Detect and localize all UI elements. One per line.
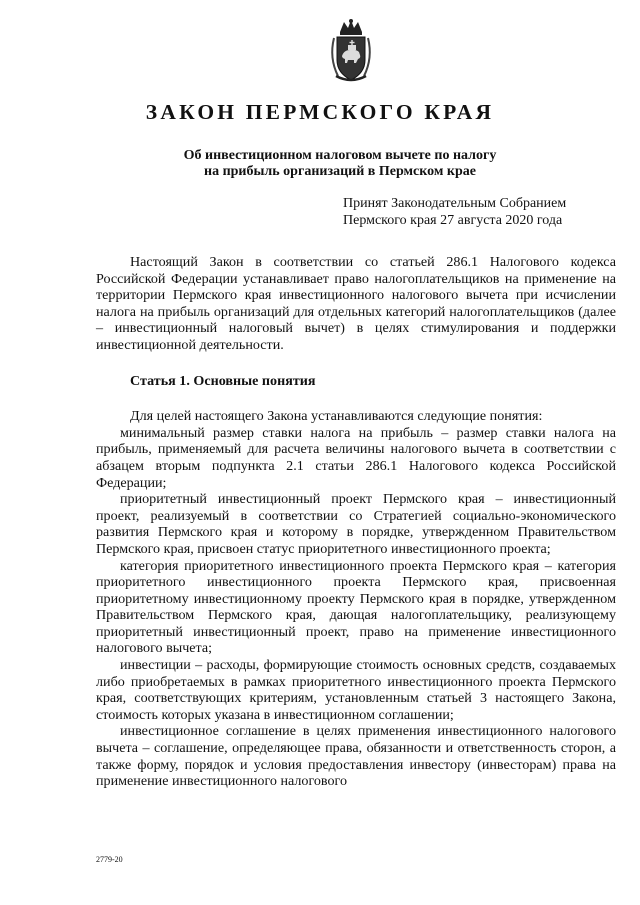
definition-paragraph: минимальный размер ставки налога на прибыль – размер ставки налога на прибыль, применяемый для расчета величины налогового вычета в соответствии с абзацем вторым подпункта 2.1 статьи 286.1 Налогового кодекса Российской Федерации; (96, 424, 616, 491)
coat-of-arms-icon (326, 18, 376, 84)
adoption-note (343, 196, 566, 229)
document-body (96, 254, 616, 790)
article-heading: Статья 1. Основные понятия (130, 372, 316, 389)
document-code: 2779-20 (96, 855, 123, 864)
definition-paragraph: приоритетный инвестиционный проект Пермского края – инвестиционный проект, реализуемый в соответствии со Стратегией социально-экономического развития Пермского края и которому в порядке, утвержденном Правительством Пермского края, присвоен статус приоритетного инвестиционного проекта; (96, 491, 616, 557)
definitions-intro: Для целей настоящего Закона устанавливаются следующие понятия: (130, 408, 543, 425)
definition-paragraph: категория приоритетного инвестиционного проекта Пермского края – категория приоритетного инвестиционного проекта Пермского края, присвоенная приоритетному инвестиционному проекту Пермского края в порядке, утвержденном Правительством Пермского края, дающая налогоплательщику, реализующему приоритетный инвестиционный проект, право на применение инвестиционного налогового вычета; (96, 557, 616, 657)
document-subtitle (150, 148, 530, 180)
adoption-line: Пермского края 27 августа 2020 года (343, 212, 563, 228)
definition-paragraph: инвестиционное соглашение в целях применения инвестиционного налогового вычета – соглашение, определяющее права, обязанности и ответственность сторон, а также форму, порядок и условия предоставления инвестору (инвесторам) права на применение инвестиционного налогового (96, 723, 616, 790)
intro-paragraph: Настоящий Закон в соответствии со статьей 286.1 Налогового кодекса Российской Федерации устанавливает право налогоплательщиков на применение на территории Пермского края инвестиционного налогового вычета при исчислении налога на прибыль организаций для отдельных категорий налогоплательщиков (далее – инвестиционный налоговый вычет) в целях стимулирования и поддержки инвестиционной деятельности. (96, 254, 616, 353)
document-title: ЗАКОН ПЕРМСКОГО КРАЯ (145, 100, 495, 124)
definition-paragraph: инвестиции – расходы, формирующие стоимость основных средств, создаваемых либо приобретаемых в рамках приоритетного инвестиционного проекта Пермского края, соответствующих критериям, установленным статьей 3 настоящего Закона, стоимость которых указана в инвестиционном соглашении; (96, 657, 616, 723)
subtitle-line: Об инвестиционном налоговом вычете по налогу (183, 148, 497, 163)
subtitle-line: на прибыль организаций в Пермском крае (204, 164, 476, 179)
adoption-line: Принят Законодательным Собранием (343, 196, 567, 211)
